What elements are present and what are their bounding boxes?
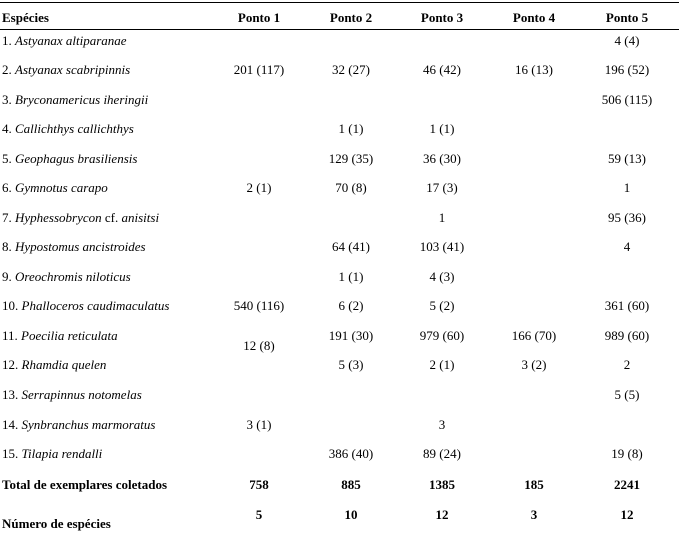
count-cell-ponto-5: 196 (52): [604, 62, 650, 77]
species-name: [2, 417, 155, 433]
species-number: 7.: [2, 210, 12, 225]
species-name: [2, 357, 106, 373]
count-cell-ponto-2: 64 (41): [332, 239, 370, 254]
species-count-ponto-5: 12: [620, 507, 634, 522]
count-cell-ponto-3: 17 (3): [426, 180, 458, 195]
count-cell-ponto-3: 979 (60): [419, 328, 465, 343]
total-ponto-1: 758: [249, 477, 269, 492]
count-cell-ponto-5: 4 (4): [614, 33, 640, 48]
count-cell-ponto-5: 95 (36): [608, 210, 646, 225]
count-cell-ponto-3: 4 (3): [429, 269, 455, 284]
count-cell-ponto-2: 191 (30): [328, 328, 374, 343]
count-cell-ponto-2: 32 (27): [332, 62, 370, 77]
count-cell-ponto-4: 16 (13): [515, 62, 553, 77]
species-epithet: anisitsi: [121, 210, 160, 225]
species-qualifier: cf.: [101, 210, 122, 225]
species-number: 14.: [2, 417, 19, 432]
header-ponto-1: Ponto 1: [237, 10, 281, 25]
species-binomial: Geophagus brasiliensis: [15, 151, 138, 166]
species-name: [2, 239, 146, 255]
species-number: 10.: [2, 298, 19, 313]
species-binomial: Oreochromis niloticus: [15, 269, 131, 284]
count-cell-ponto-3: 2 (1): [429, 357, 455, 372]
species-name: [2, 121, 134, 137]
species-binomial: Tilapia rendalli: [21, 446, 103, 461]
total-label: Total de exemplares coletados: [2, 477, 168, 492]
count-cell-ponto-2: 6 (2): [338, 298, 364, 313]
count-cell-ponto-1: 201 (117): [233, 62, 285, 77]
header-ponto-5: Ponto 5: [605, 10, 649, 25]
species-binomial: Callichthys callichthys: [15, 121, 134, 136]
species-binomial: Hyphessobrycon: [15, 210, 102, 225]
species-binomial: Astyanax altiparanae: [15, 33, 127, 48]
species-number: 11.: [2, 328, 18, 343]
count-cell-ponto-3: 103 (41): [419, 239, 465, 254]
count-cell-ponto-3: 5 (2): [429, 298, 455, 313]
count-cell-ponto-3: 89 (24): [423, 446, 461, 461]
species-name: [2, 210, 159, 226]
count-cell-ponto-5: 1: [623, 180, 631, 195]
total-ponto-5: 2241: [614, 477, 640, 492]
count-cell-ponto-4: 3 (2): [521, 357, 547, 372]
species-name: [2, 387, 142, 403]
species-name: [2, 180, 108, 196]
header-rule: [0, 29, 679, 30]
species-binomial: Synbranchus marmoratus: [21, 417, 156, 432]
species-name: [2, 62, 130, 78]
species-count-ponto-3: 12: [435, 507, 449, 522]
merged-ponto1-cell: 12 (8): [243, 338, 275, 353]
count-cell-ponto-3: 46 (42): [423, 62, 461, 77]
count-cell-ponto-2: 70 (8): [335, 180, 367, 195]
top-rule: [0, 2, 679, 3]
species-count-ponto-1: 5: [255, 507, 263, 522]
count-cell-ponto-5: 2: [623, 357, 631, 372]
total-ponto-2: 885: [341, 477, 361, 492]
species-name: [2, 92, 148, 108]
species-binomial: Poecilia reticulata: [21, 328, 118, 343]
count-cell-ponto-5: 506 (115): [601, 92, 653, 107]
species-name: [2, 33, 127, 49]
count-cell-ponto-2: 1 (1): [338, 121, 364, 136]
count-cell-ponto-5: 361 (60): [604, 298, 650, 313]
species-binomial: Phalloceros caudimaculatus: [21, 298, 170, 313]
species-count-label: Número de espécies: [2, 516, 111, 531]
count-cell-ponto-4: 166 (70): [511, 328, 557, 343]
species-binomial: Hypostomus ancistroides: [15, 239, 146, 254]
count-cell-ponto-5: 989 (60): [604, 328, 650, 343]
count-cell-ponto-3: 36 (30): [423, 151, 461, 166]
count-cell-ponto-3: 1 (1): [429, 121, 455, 136]
species-count-ponto-2: 10: [344, 507, 358, 522]
species-number: 15.: [2, 446, 19, 461]
header-especies: Espécies: [2, 10, 49, 25]
count-cell-ponto-5: 19 (8): [611, 446, 643, 461]
total-ponto-4: 185: [524, 477, 544, 492]
count-cell-ponto-5: 4: [623, 239, 631, 254]
count-cell-ponto-1: 2 (1): [246, 180, 272, 195]
header-ponto-4: Ponto 4: [512, 10, 556, 25]
count-cell-ponto-1: 540 (116): [233, 298, 285, 313]
species-number: 9.: [2, 269, 12, 284]
total-ponto-3: 1385: [429, 477, 455, 492]
count-cell-ponto-2: 5 (3): [338, 357, 364, 372]
species-number: 8.: [2, 239, 12, 254]
count-cell-ponto-1: 3 (1): [246, 417, 272, 432]
header-ponto-2: Ponto 2: [329, 10, 373, 25]
species-number: 1.: [2, 33, 12, 48]
species-name: [2, 298, 169, 314]
species-number: 4.: [2, 121, 12, 136]
header-ponto-3: Ponto 3: [420, 10, 464, 25]
species-binomial: Gymnotus carapo: [15, 180, 108, 195]
species-name: [2, 269, 131, 285]
species-number: 3.: [2, 92, 12, 107]
species-binomial: Bryconamericus iheringii: [15, 92, 149, 107]
species-count-ponto-4: 3: [530, 507, 538, 522]
species-name: [2, 151, 137, 167]
count-cell-ponto-3: 3: [438, 417, 446, 432]
species-number: 13.: [2, 387, 19, 402]
species-name: [2, 446, 102, 462]
count-cell-ponto-2: 386 (40): [328, 446, 374, 461]
count-cell-ponto-5: 5 (5): [614, 387, 640, 402]
species-number: 2.: [2, 62, 12, 77]
species-number: 6.: [2, 180, 12, 195]
count-cell-ponto-2: 1 (1): [338, 269, 364, 284]
count-cell-ponto-3: 1: [438, 210, 446, 225]
species-binomial: Rhamdia quelen: [21, 357, 107, 372]
count-cell-ponto-2: 129 (35): [328, 151, 374, 166]
count-cell-ponto-5: 59 (13): [608, 151, 646, 166]
species-number: 5.: [2, 151, 12, 166]
species-binomial: Astyanax scabripinnis: [15, 62, 131, 77]
species-name: [2, 328, 118, 344]
species-number: 12.: [2, 357, 19, 372]
species-binomial: Serrapinnus notomelas: [21, 387, 142, 402]
